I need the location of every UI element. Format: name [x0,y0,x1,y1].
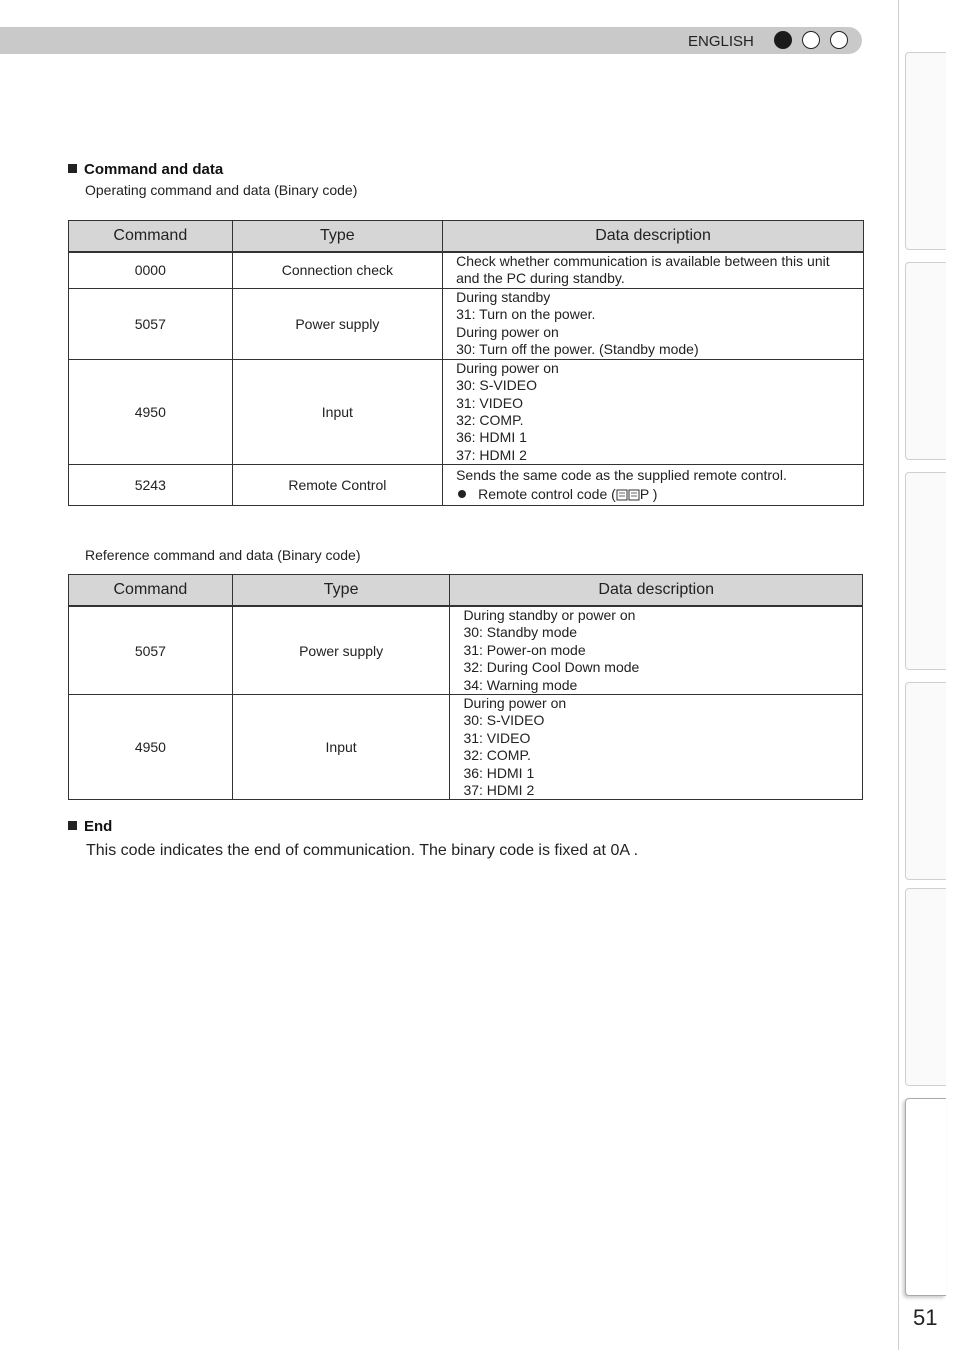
round-bullet-icon [458,490,466,498]
chapter-tab-active[interactable] [905,1098,946,1296]
chapter-tab[interactable] [905,472,946,670]
table-caption: Operating command and data (Binary code) [85,182,358,198]
type-cell: Remote Control [232,465,442,506]
square-bullet-icon [68,164,77,173]
page-reference: P ) [639,486,658,503]
description-line: 31: VIDEO [456,394,523,411]
description-cell [450,695,863,800]
description-cell [443,252,864,288]
description-line: During power on [463,695,567,712]
book-reference-icon [616,488,640,501]
description-line: 30: Turn off the power. (Standby mode) [456,341,699,358]
description-line: 37: HDMI 2 [456,446,527,463]
command-cell: 5057 [69,288,233,359]
progress-dot-empty [802,31,820,49]
description-line: 31: Power-on mode [463,641,586,658]
page-number: 51 [913,1305,938,1330]
table-row [69,695,863,800]
reference-command-table [68,574,863,800]
table-row [69,606,863,695]
description-line: 36: HDMI 1 [456,429,527,446]
description-cell [450,606,863,695]
table-caption: Reference command and data (Binary code) [85,547,361,563]
end-description: This code indicates the end of communication. The binary code is fixed at 0A . [86,842,639,859]
command-cell: 5057 [69,606,233,695]
description-cell [443,359,864,464]
remote-code-text: Remote control code ( [478,486,616,503]
column-header: Command [69,221,233,253]
square-bullet-icon [68,821,77,830]
language-label: ENGLISH [688,33,754,50]
description-line: During power on [456,359,559,376]
type-cell: Power supply [232,606,450,695]
description-line: 30: Standby mode [463,624,578,641]
command-cell: 5243 [69,465,233,506]
description-line: and the PC during standby. [456,270,625,287]
description-line: Sends the same code as the supplied remote control. [456,466,787,483]
type-cell: Input [232,695,450,800]
chapter-tab[interactable] [905,888,946,1086]
description-line: 34: Warning mode [463,676,578,693]
table-row [69,359,864,464]
section-heading [68,818,112,835]
type-cell: Power supply [232,288,442,359]
description-line: During standby [456,289,551,305]
column-header: Command [69,575,233,607]
description-line: 32: During Cool Down mode [463,659,640,676]
column-header: Data description [450,575,863,607]
table-row [69,465,864,506]
type-cell: Connection check [232,252,442,288]
section-title: Command and data [84,161,224,178]
progress-dot-filled [774,31,792,49]
description-line: 32: COMP. [456,412,524,429]
description-cell [443,465,864,506]
chapter-tab[interactable] [905,682,946,880]
chapter-tab-strip [898,0,954,1350]
description-line: 32: COMP. [463,747,531,764]
description-line: During power on [456,323,559,340]
type-cell: Input [232,359,442,464]
description-line [456,486,855,503]
description-line: 30: S-VIDEO [463,712,545,729]
description-line: 37: HDMI 2 [463,782,535,799]
command-cell: 4950 [69,695,233,800]
description-cell [443,288,864,359]
section-heading [68,161,223,178]
column-header: Data description [443,221,864,253]
chapter-tab[interactable] [905,262,946,460]
progress-dot-empty [830,31,848,49]
description-line: 36: HDMI 1 [463,764,535,781]
table-row [69,252,864,288]
description-line: 31: Turn on the power. [456,306,596,323]
description-line: 31: VIDEO [463,729,531,746]
chapter-tab[interactable] [905,52,946,250]
operating-command-table [68,220,864,506]
command-cell: 0000 [69,252,233,288]
command-cell: 4950 [69,359,233,464]
description-line: 30: S-VIDEO [456,377,537,394]
table-row [69,288,864,359]
description-line: During standby or power on [463,607,636,623]
column-header: Type [232,575,450,607]
description-line: Check whether communication is available between this unit [456,253,830,269]
column-header: Type [232,221,442,253]
section-title: End [84,818,113,835]
